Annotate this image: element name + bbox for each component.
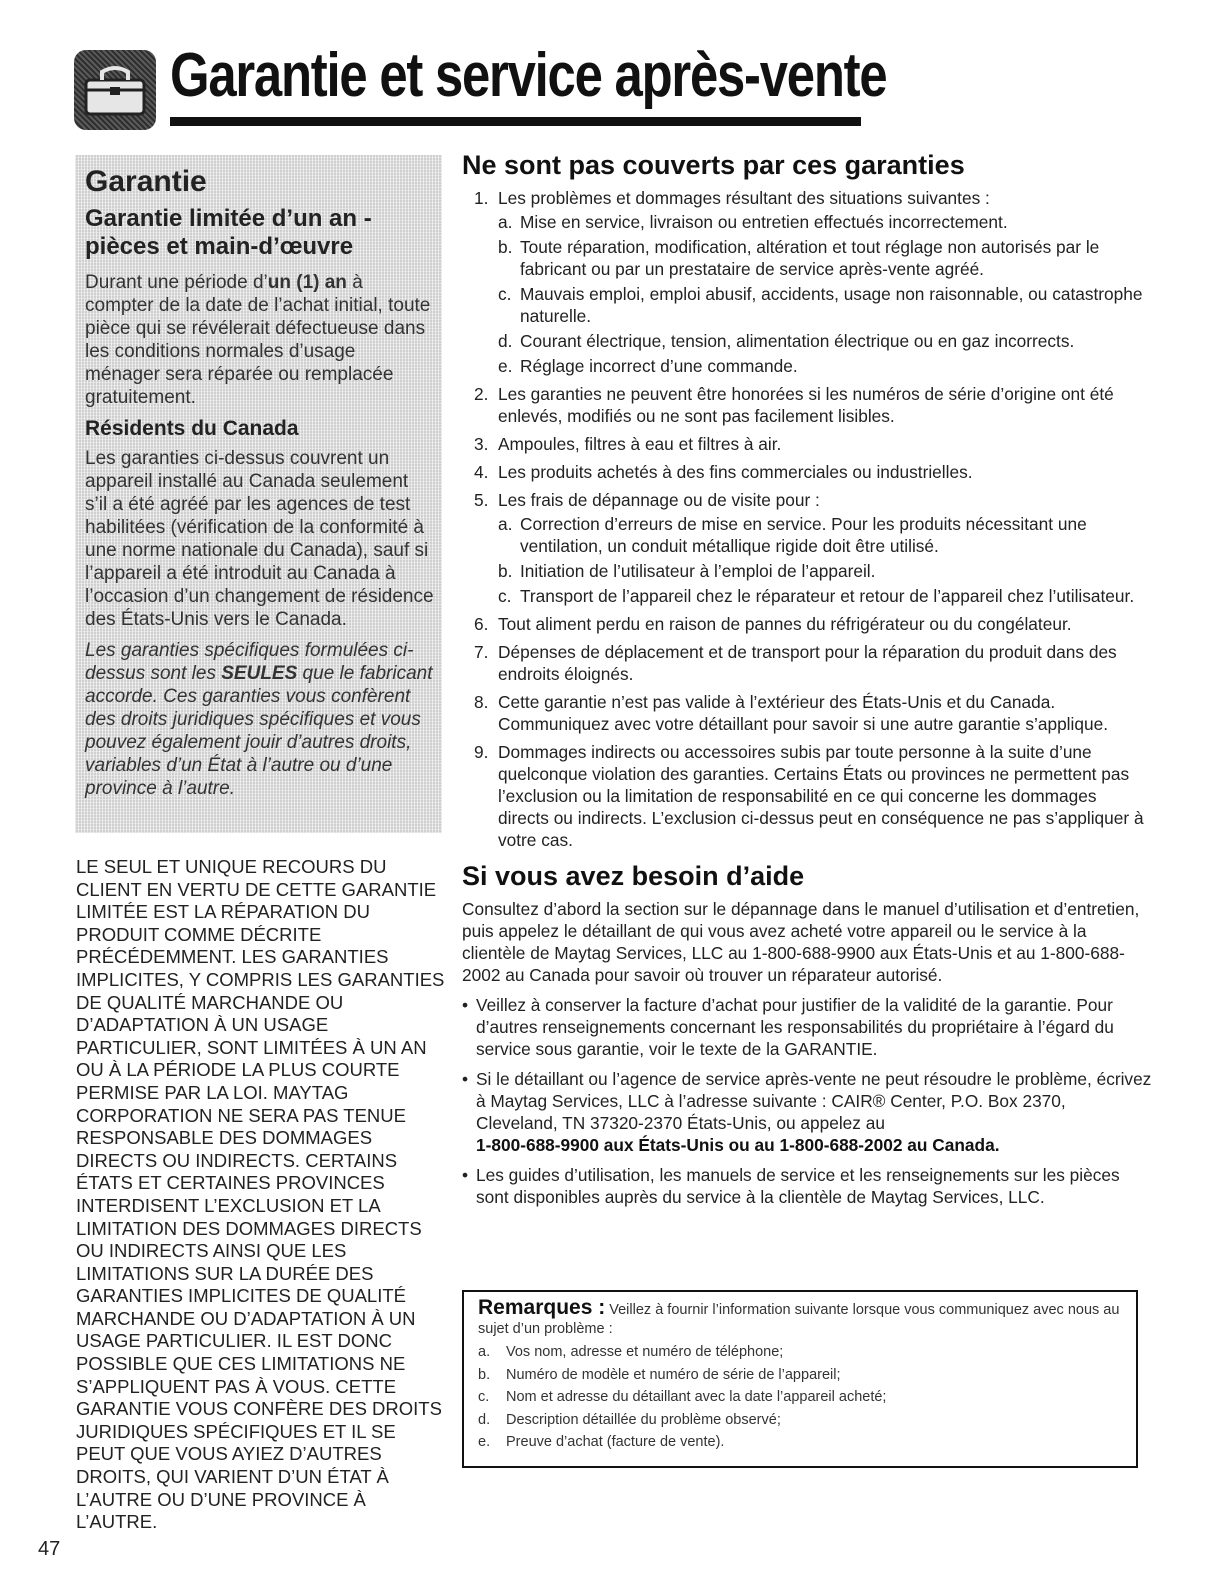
bullet-text: Si le détaillant ou l’agence de service après-vente ne peut résoudre le problème, écrivez à Maytag Services, LLC à l’adresse suivante : CAIR® Center, P.O. Box 2370, Cleveland, TN 37320-2370 États-Unis, ou appelez au [476, 1069, 1152, 1133]
item-number: 5. [474, 490, 489, 510]
liability-disclaimer: LE SEUL ET UNIQUE RECOURS DU CLIENT EN VERTU DE CETTE GARANTIE LIMITÉE EST LA RÉPARATION DU PRODUIT COMME DÉCRITE PRÉCÉDEMMENT. LES GARANTIES IMPLICITES, Y COMPRIS LES GARANTIES DE QUALITÉ MARCHANDE OU D’ADAPTATION À UN USAGE PARTICULIER, SONT LIMITÉES À UN AN OU À LA PÉRIODE LA PLUS COURTE PERMISE PAR LA LOI. MAYTAG CORPORATION NE SERA PAS TENUE RESPONSABLE DES DOMMAGES DIRECTS OU INDIRECTS. CERTAINS ÉTATS ET CERTAINES PROVINCES INTERDISENT L’EXCLUSION ET LA LIMITATION DES DOMMAGES DIRECTS OU INDIRECTS AINSI QUE LES LIMITATIONS SUR LA DURÉE DES GARANTIES IMPLICITES DE QUALITÉ MARCHANDE OU D’ADAPTATION À UN USAGE PARTICULIER. IL EST DONC POSSIBLE QUE CES LIMITATIONS NE S’APPLIQUENT PAS À VOUS. CETTE GARANTIE VOUS CONFÈRE DES DROITS JURIDIQUES SPÉCIFIQUES ET IL SE PEUT QUE VOUS AYIEZ D’AUTRES DROITS, QUI VARIENT D’UN ÉTAT À L’AUTRE OU D’UNE PROVINCE À L’AUTRE. [76, 856, 445, 1533]
exclusion-item [462, 433, 1152, 455]
item-text: Cette garantie n’est pas valide à l’extérieur des États-Unis et du Canada. Communiquez avec votre détaillant pour savoir si une autre garantie s’applique. [498, 692, 1108, 734]
remarks-item [478, 1364, 1128, 1387]
sub-item [498, 355, 1152, 377]
item-number: 4. [474, 462, 489, 482]
sub-text: Initiation de l’utilisateur à l’emploi de l’appareil. [520, 561, 876, 581]
canada-residents-text: Les garanties ci-dessus couvrent un appareil installé au Canada seulement s’il a été agréé par les agences de test habilitées (vérification de la conformité à une norme nationale du Canada), sauf si l’appareil a été introduit au Canada à l’occasion d’un changement de résidence des États-Unis vers le Canada. [85, 448, 434, 630]
sub-letter: a. [498, 212, 513, 232]
service-phone-numbers: 1-800-688-9900 aux États-Unis ou au 1-800-688-2002 au Canada. [476, 1135, 1000, 1155]
item-text: Ampoules, filtres à eau et filtres à air. [498, 434, 782, 454]
exclusion-item [462, 691, 1152, 735]
coverage-text-start: Durant une période d’ [85, 272, 268, 293]
remarks-intro-text: Veillez à fournir l’information suivante lorsque vous communiquez avec nous au sujet d’un problème : [478, 1302, 1120, 1337]
warranty-subtitle: Garantie limitée d’un an - pièces et main-d’œuvre [85, 205, 372, 260]
help-bullet [462, 1164, 1152, 1208]
sub-text: Mise en service, livraison ou entretien effectués incorrectement. [520, 212, 1008, 232]
item-text: Tout aliment perdu en raison de pannes du réfrigérateur ou du congélateur. [498, 614, 1072, 634]
sub-text: Toute réparation, modification, altération et tout réglage non autorisés par le fabricant ou par un prestataire de service après-vente agréé. [520, 237, 1100, 279]
sub-letter: c. [498, 586, 512, 606]
sub-item [498, 211, 1152, 233]
remarks-item [478, 1409, 1128, 1432]
item-text: Les produits achetés à des fins commerciales ou industrielles. [498, 462, 973, 482]
rights-emphasis: SEULES [221, 663, 298, 684]
item-text: Dépenses de déplacement et de transport pour la réparation du produit dans des endroits éloignés. [498, 642, 1117, 684]
exclusion-item [462, 489, 1152, 607]
sub-text: Correction d’erreurs de mise en service. Pour les produits nécessitant une ventilation, un conduit métallique rigide doit être utilisé. [520, 514, 1087, 556]
exclusion-sublist [498, 513, 1152, 607]
remarks-text: Description détaillée du problème observé; [506, 1411, 781, 1428]
exclusion-item [462, 641, 1152, 685]
sub-letter: e. [498, 356, 513, 376]
item-number: 2. [474, 384, 489, 404]
sub-text: Transport de l’appareil chez le réparateur et retour de l’appareil chez l’utilisateur. [520, 586, 1135, 606]
page-title: Garantie et service après-vente [170, 41, 887, 110]
remarks-letter: d. [478, 1411, 491, 1428]
sub-item [498, 236, 1152, 280]
exclusion-item [462, 741, 1152, 851]
item-number: 8. [474, 692, 489, 712]
exclusion-item [462, 383, 1152, 427]
sub-text: Réglage incorrect d’une commande. [520, 356, 798, 376]
item-number: 7. [474, 642, 489, 662]
sub-text: Courant électrique, tension, alimentation électrique ou en gaz incorrects. [520, 331, 1075, 351]
exclusion-item [462, 187, 1152, 377]
remarks-item [478, 1431, 1128, 1454]
bullet-text: Les guides d’utilisation, les manuels de service et les renseignements sur les pièces sont disponibles auprès du service à la clientèle de Maytag Services, LLC. [476, 1165, 1120, 1207]
remarks-label: Remarques : [478, 1296, 606, 1319]
bullet-icon: • [462, 995, 469, 1015]
sub-letter: a. [498, 514, 513, 534]
bullet-icon: • [462, 1069, 469, 1089]
item-number: 6. [474, 614, 489, 634]
coverage-text-end: à compter de la date de l’achat initial, toute pièce qui se révélerait défectueuse dans les conditions normales d’usage ménager sera réparée ou remplacée gratuitement. [85, 272, 431, 408]
page-number: 47 [38, 1538, 61, 1560]
sub-item [498, 283, 1152, 327]
sub-letter: c. [498, 284, 512, 304]
sub-letter: b. [498, 237, 513, 257]
item-text: Les garanties ne peuvent être honorées si les numéros de série d’origine ont été enlevés, modifiés ou ne sont pas facilement lisibles. [498, 384, 1114, 426]
warranty-rights-text [85, 639, 435, 800]
remarks-letter: c. [478, 1389, 490, 1405]
help-title: Si vous avez besoin d’aide [462, 861, 805, 891]
remarks-letter: a. [478, 1344, 491, 1360]
item-text: Les frais de dépannage ou de visite pour : [498, 490, 820, 510]
remarks-text: Preuve d’achat (facture de vente). [506, 1434, 725, 1450]
warranty-title: Garantie [85, 165, 207, 198]
title-divider [170, 117, 861, 126]
remarks-text: Numéro de modèle et numéro de série de l’appareil; [506, 1366, 841, 1383]
item-text: Dommages indirects ou accessoires subis par toute personne à la suite d’une quelconque violation des garanties. Certains États ou provinces ne permettent pas l’exclusion ou la limitation de responsabilité en ce qui concerne les dommages directs ou indirects. L’exclusion ci-dessus peut en conséquence ne pas s’appliquer à votre cas. [498, 742, 1144, 850]
sub-item [498, 585, 1152, 607]
canada-residents-heading: Résidents du Canada [85, 417, 299, 440]
remarks-intro [478, 1298, 1128, 1339]
remarks-item [478, 1386, 1128, 1409]
coverage-duration: un (1) an [267, 272, 347, 293]
item-number: 9. [474, 742, 489, 762]
remarks-box [462, 1290, 1138, 1468]
bullet-icon: • [462, 1165, 469, 1185]
sub-letter: d. [498, 331, 513, 351]
exclusion-item [462, 613, 1152, 635]
remarks-list [478, 1341, 1128, 1454]
remarks-text: Nom et adresse du détaillant avec la date l’appareil acheté; [506, 1389, 887, 1405]
warranty-coverage-text [85, 271, 435, 409]
remarks-item [478, 1341, 1128, 1364]
rights-text-start: Les garanties spécifiques formulées ci-dessus sont les [85, 640, 414, 684]
sub-letter: b. [498, 561, 513, 581]
sub-item [498, 560, 1152, 582]
exclusions-title: Ne sont pas couverts par ces garanties [462, 150, 965, 180]
exclusion-item [462, 461, 1152, 483]
item-number: 3. [474, 434, 489, 454]
item-number: 1. [474, 188, 489, 208]
remarks-text: Vos nom, adresse et numéro de téléphone; [506, 1344, 784, 1360]
help-bullet [462, 1068, 1152, 1156]
exclusion-sublist [498, 211, 1152, 377]
remarks-letter: b. [478, 1366, 491, 1383]
sub-item [498, 513, 1152, 557]
item-text: Les problèmes et dommages résultant des situations suivantes : [498, 188, 990, 208]
rights-text-end: que le fabricant accorde. Ces garanties vous confèrent des droits juridiques spécifiques et vous pouvez également jouir d’autres droits, variables d’un État à l’autre ou d’une province à l’autre. [85, 663, 433, 799]
exclusions-list [462, 187, 1152, 851]
help-intro: Consultez d’abord la section sur le dépannage dans le manuel d’utilisation et d’entretien, puis appelez le détaillant de qui vous avez acheté votre appareil ou le service à la clientèle de Maytag Services, LLC au 1-800-688-9900 aux États-Unis et au 1-800-688-2002 au Canada pour savoir où trouver un réparateur autorisé. [462, 899, 1140, 985]
help-section [462, 861, 1152, 1208]
sub-text: Mauvais emploi, emploi abusif, accidents, usage non raisonnable, ou catastrophe naturelle. [520, 284, 1143, 326]
right-column [462, 150, 1152, 1216]
help-bullet [462, 994, 1152, 1060]
warranty-panel [75, 155, 442, 833]
sub-item [498, 330, 1152, 352]
remarks-letter: e. [478, 1434, 491, 1450]
bullet-text: Veillez à conserver la facture d’achat pour justifier de la validité de la garantie. Pour d’autres renseignements concernant les responsabilités du propriétaire à l’égard du service sous garantie, voir le texte de la GARANTIE. [476, 995, 1114, 1059]
toolbox-icon [74, 50, 156, 130]
